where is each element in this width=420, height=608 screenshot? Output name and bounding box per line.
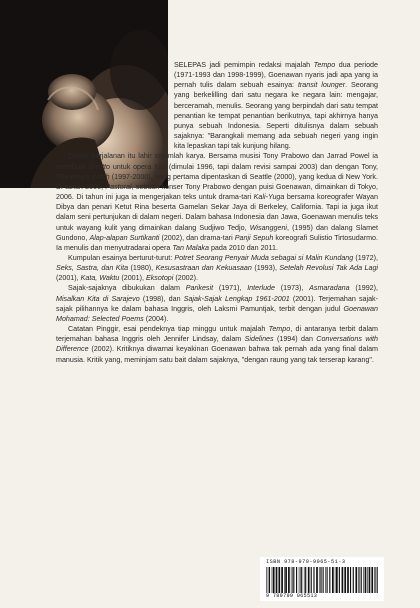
barcode-bar [367, 567, 368, 593]
text-run: Catatan Pinggir, esai pendeknya tiap minggu untuk majalah [68, 325, 269, 334]
barcode-bar [300, 567, 301, 593]
text-run: (2002). [173, 274, 198, 283]
text-run: koreografi Sulistio Tirtosudarmo. Ia menulis dan menyutradarai opera [56, 233, 378, 252]
text-run: (1998), dan [139, 294, 184, 303]
text-run: dua periode (1971-1993 dan 1998-1999), Goenawan nyaris jadi apa yang ia pernah tulis dalam sebuah esainya: [174, 61, 378, 90]
italic-text: Goenawan Mohamad: Selected Poems [56, 304, 378, 323]
text-run: (1971), [213, 284, 248, 293]
barcode-bar [299, 567, 300, 593]
text-run: , (1995) dan dalang Slamet Gundono, [56, 223, 378, 242]
italic-text: Parikesit [185, 284, 214, 293]
text-run: (dimulai 1996, tapi dalam revisi sampai 2003) dan dengan Tony, [166, 162, 379, 171]
italic-text: The King's Witch [56, 172, 110, 181]
italic-text: Conversations with Difference [56, 335, 379, 354]
barcode-bar [336, 567, 338, 593]
barcode-bar [335, 567, 336, 593]
text-run: (1993), [251, 264, 280, 273]
barcode-bar [369, 567, 371, 593]
italic-text: Tan Malaka [172, 243, 209, 252]
paragraph [56, 151, 378, 253]
italic-text: Alap-alapan Surtikanti [89, 233, 160, 242]
italic-text: Kali [154, 162, 167, 171]
paragraph [56, 253, 378, 283]
barcode-bar [292, 567, 293, 593]
barcode-bar [319, 567, 320, 593]
barcode-bar [284, 567, 285, 593]
italic-text: Sajak-Sajak Lengkap 1961-2001 [183, 294, 290, 303]
barcode-bar [339, 567, 340, 593]
barcode-bar [273, 567, 275, 593]
barcode-bar [363, 567, 364, 593]
text-run: . Seorang yang berkelilling dari satu negara ke negara lain: mengajar, berceramah, menulis. Seorang yang berpindah dari satu tempat penantian ke tempat penantian berikutnya, tapi akhirnya hanya punya sebuah Indonesia. Seperti ditulisnya dalam sebuah sajaknya: "Barangkali memang ada sebuah negeri yang ingin kita lepaskan tapi tak kunjung hilang. [174, 81, 378, 151]
barcode-bar [281, 567, 283, 593]
barcode-bar [268, 567, 269, 593]
text-run: untuk opera [110, 162, 155, 171]
barcode-bar [308, 567, 310, 593]
barcode-bar [329, 567, 330, 593]
barcode-bar [266, 567, 267, 593]
barcode-bar [321, 567, 322, 593]
italic-text: Wisanggeni [249, 223, 287, 232]
barcode-bar [291, 567, 292, 593]
paragraph [56, 324, 378, 365]
text-run: (1973), [275, 284, 310, 293]
barcode-bar [304, 567, 305, 593]
barcode-bar [272, 567, 273, 593]
text-run: pada 2010 dan 2011. [208, 243, 278, 252]
isbn-label: ISBN 978-979-9065-51-3 [266, 559, 346, 565]
text-run: (2004). [143, 314, 169, 323]
barcode-bar [269, 567, 270, 593]
italic-text: Kesusastraan dan Kekuasaan [155, 264, 252, 273]
italic-text: transit lounger [297, 81, 346, 90]
text-run: bersama koreografer Wayan Dibya dan penari Ketut Rina beserta Gamelan Sekar Jaya di Berkeley, California. Tapi ia juga ikut dalam seni pertunjukan di dalam negeri. Dalam bahasa Indonesia dan Jawa, Goenawan menulis teks untuk wayang kulit yang dimainkan dalang Sudjiwo Tedjo, [56, 193, 378, 232]
text-run: (2001), [119, 274, 146, 283]
italic-text: Tempo [268, 325, 291, 334]
italic-text: Misalkan Kita di Sarajevo [56, 294, 140, 303]
barcode-bar [323, 567, 324, 593]
text-run: (1997-2000). Yang pertama dipentaskan di Seattle (2000), yang kedua di New York. Di tahun 2006, [56, 172, 378, 191]
barcode-bar [325, 567, 326, 593]
barcode-bar [285, 567, 287, 593]
italic-text: Eksotopi [145, 274, 174, 283]
text-run: (1994) dan [273, 335, 317, 344]
text-run: , sebuah konser Tony Prabowo dengan puisi Goenawan, dimainkan di Tokyo, 2006. Di tahun ini juga ia mengerjakan teks untuk drama-tari [56, 182, 379, 202]
barcode-bar [347, 567, 349, 593]
barcode-bar [350, 567, 351, 593]
barcode-bar [278, 567, 280, 593]
text-run: (1980), [128, 264, 156, 273]
text-run: Kumpulan esainya berturut-turut: [68, 253, 175, 262]
barcode-bar [359, 567, 360, 593]
barcode-bar [332, 567, 334, 593]
text-run: (2001), [56, 274, 81, 283]
text-run: (2001). Terjemahan sajak-sajak pilihannya ke dalam bahasa Inggris, oleh Laksmi Pamuntjak, terbit dengan judul [56, 294, 378, 313]
barcode-bar [361, 567, 362, 593]
text-run: Sajak-sajaknya dibukukan dalam [68, 284, 186, 293]
italic-text: Asmaradana [309, 284, 350, 293]
isbn-barcode [260, 557, 384, 601]
barcode-bar [301, 567, 302, 593]
text-run: (1972), [353, 253, 378, 262]
italic-text: Sidelines [244, 335, 274, 344]
barcode-bar [313, 567, 314, 593]
italic-text: libretto [88, 162, 111, 171]
book-description [56, 60, 378, 365]
barcode-bar [293, 567, 294, 593]
barcode-bar [358, 567, 359, 593]
italic-text: Panji Sepuh [234, 233, 274, 242]
text-run: SELEPAS jadi pemimpin redaksi majalah [174, 61, 314, 69]
barcode-bar [311, 567, 312, 593]
barcode-bar [355, 567, 357, 593]
italic-text: Potret Seorang Penyair Muda sebagai si Malin Kundang [174, 253, 354, 262]
barcode-bar [344, 567, 346, 593]
barcode-bar [365, 567, 367, 593]
barcode-bar [288, 567, 290, 593]
italic-text: Setelah Revolusi Tak Ada Lagi [279, 264, 379, 273]
paragraph [174, 60, 378, 151]
text-run: Dalam perjalanan itu lahir sejumlah karya. Bersama musisi Tony Prabowo dan Jarrad Powel ia membuat [56, 152, 378, 171]
barcode-bars [266, 567, 378, 593]
italic-text: Kali-Yuga [253, 193, 285, 202]
barcode-bar [342, 567, 344, 593]
barcode-bar [327, 567, 328, 593]
text-run: (1992), [349, 284, 378, 293]
barcode-bar [375, 567, 376, 593]
italic-text: Interlude [247, 284, 275, 293]
italic-text: Tempo [313, 61, 336, 69]
paragraph [56, 283, 378, 324]
barcode-bar [276, 567, 278, 593]
text-run: (2002), dan drama-tari [159, 233, 235, 242]
text-run: (2002). Kritiknya diwarnai keyakinan Goenawan bahwa tak pernah ada yang final dalam manusia. Kritik yang, meminjam satu bait dalam sajaknya, "dengan raung yang tak terserap karang". [56, 345, 378, 364]
text-run: , di antaranya terbit dalam terjemahan bahasa Inggris oleh Jennifer Lindsay, dalam [56, 325, 378, 344]
barcode-bar [353, 567, 354, 593]
barcode-bar [320, 567, 321, 593]
barcode-bar [296, 567, 297, 593]
barcode-digits: 9 789799 065513 [266, 593, 318, 599]
barcode-bar [305, 567, 306, 593]
italic-text: Kata, Waktu [80, 274, 120, 283]
italic-text: Pastoral [105, 182, 132, 191]
barcode-bar [377, 567, 378, 593]
italic-text: Seks, Sastra, dan Kita [56, 264, 129, 273]
barcode-bar [374, 567, 375, 593]
barcode-bar [371, 567, 373, 593]
barcode-bar [316, 567, 318, 593]
